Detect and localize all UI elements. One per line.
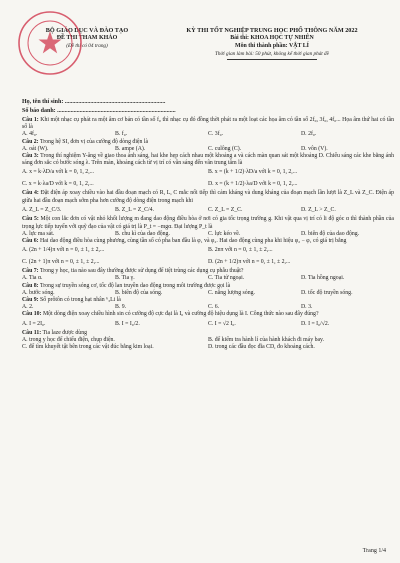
option-c[interactable]: C. năng lượng sóng.	[208, 289, 255, 296]
option-a[interactable]: A. (2n + 1/4)π với n = 0, ± 1, ± 2,...	[22, 247, 105, 254]
candidate-id-field[interactable]: Số báo danh: ...............................................................................	[22, 107, 176, 114]
option-d[interactable]: D. trong các đầu đọc đĩa CD, đo khoảng cách.	[208, 344, 315, 351]
candidate-name-field[interactable]: Họ, tên thí sinh: ...................................................................	[22, 99, 166, 105]
question-stem: Khi một nhạc cụ phát ra một âm cơ bản có tần số f₀ thì nhạc cụ đó đồng thời phát ra một loạt các họa âm có tần số 2f₀, 3f₀, 4f₀... Họa âm thứ hai có tần số là	[22, 117, 394, 131]
question-8	[22, 283, 394, 297]
option-c[interactable]: C. Tia tử ngoại.	[208, 275, 245, 282]
exam-kind: ĐỀ THI THAM KHẢO	[56, 35, 118, 41]
option-b[interactable]: B. ampe (A).	[115, 145, 146, 152]
ministry-name: BỘ GIÁO DỤC VÀ ĐÀO TẠO	[45, 27, 129, 34]
option-a[interactable]: A. Z_L = Z_C/3.	[22, 206, 62, 213]
title-underline	[227, 59, 317, 60]
option-c[interactable]: C. culông (C).	[208, 145, 242, 152]
option-d[interactable]: D. 2f₀.	[301, 131, 317, 138]
question-number: Câu 11:	[22, 330, 42, 337]
option-a[interactable]: A. bước sóng.	[22, 289, 55, 296]
option-a[interactable]: A. trong y học để chiếu điện, chụp điện.	[22, 337, 115, 344]
option-b[interactable]: B. 9.	[115, 304, 127, 311]
option-c[interactable]: C. (2n + 1)π với n = 0, ± 1, ± 2,...	[22, 258, 100, 265]
header-left	[22, 27, 152, 50]
option-a[interactable]: A. x = k·λD/a với k = 0, 1, 2,...	[22, 169, 94, 176]
option-c[interactable]: C. Z_L = Z_C.	[208, 206, 243, 213]
option-a[interactable]: A. Tia α.	[22, 275, 43, 282]
option-b[interactable]: B. để kiểm tra hành lí của hành khách đi máy bay.	[208, 337, 325, 344]
question-number: Câu 9:	[22, 296, 39, 303]
question-6	[22, 238, 394, 268]
question-stem: Một dòng điện xoay chiều hình sin có cường độ cực đại là I₀ và cường độ hiệu dụng là I. Công thức nào sau đây đúng?	[42, 311, 319, 318]
question-number: Câu 4:	[22, 190, 39, 197]
option-b[interactable]: B. 2nπ với n = 0, ± 1, ± 2,...	[208, 247, 273, 254]
question-number: Câu 2:	[22, 138, 39, 145]
option-c[interactable]: C. 3f₀.	[208, 131, 224, 138]
exam-title: KỲ THI TỐT NGHIỆP TRUNG HỌC PHỔ THÔNG NĂM 2022	[186, 27, 358, 34]
question-stem: Trong thí nghiệm Y-âng về giao thoa ánh sáng, hai khe hẹp cách nhau một khoảng a và cách màn quan sát một khoảng D. Chiếu sáng các khe bằng ánh sáng đơn sắc có bước sóng λ. Trên màn, khoảng cách từ vị trí có vân sáng đến vân trung tâm là	[22, 153, 394, 167]
option-a[interactable]: A. lực ma sát.	[22, 230, 55, 237]
question-stem: Một con lắc đơn có vật nhỏ khối lượng m đang dao động điều hòa ở nơi có gia tốc trọng trường g. Khi vật qua vị trí có li độ góc α thì thành phần của trọng lực tiếp tuyến với quỹ đạo của vật có giá trị là P_t = −mgα. Đại lượng P_t là	[22, 216, 394, 230]
option-d[interactable]: D. x = (k + 1/2)·λa/D với k = 0, 1, 2,...	[208, 180, 298, 187]
option-d[interactable]: D. 3.	[301, 304, 313, 311]
question-stem: Số prôtôn có trong hạt nhân ⁶₃Li là	[40, 296, 121, 303]
option-c[interactable]: C. để tìm khuyết tật bên trong các vật đúc bằng kim loại.	[22, 344, 154, 351]
option-b[interactable]: B. f₀.	[115, 131, 128, 138]
question-1	[22, 117, 394, 139]
option-d[interactable]: D. (2n + 1/2)π với n = 0, ± 1, ± 2,...	[208, 258, 291, 265]
option-d[interactable]: D. tốc độ truyền sóng.	[301, 289, 353, 296]
question-stem: Hai dao động điều hòa cùng phương, cùng tần số có pha ban đầu là φ₁ và φ₂. Hai dao động cùng pha khi hiệu φ₂ − φ₁ có giá trị bằng	[40, 237, 347, 244]
question-7	[22, 268, 394, 282]
question-number: Câu 1:	[22, 117, 39, 123]
question-3	[22, 153, 394, 190]
question-10	[22, 311, 394, 330]
question-stem: Đặt điện áp xoay chiều vào hai đầu đoạn mạch có R, L, C mắc nối tiếp thì cảm kháng và dung kháng của đoạn mạch lần lượt là Z_L và Z_C. Điện áp giữa hai đầu đoạn mạch sớm pha hơn cường độ dòng điện trong mạch khi	[22, 190, 395, 204]
official-seal-stamp	[16, 9, 84, 77]
question-9	[22, 297, 394, 311]
option-b[interactable]: B. Z_L = Z_C/4.	[115, 206, 154, 213]
option-c[interactable]: C. lực kéo về.	[208, 230, 241, 237]
question-5	[22, 216, 394, 238]
question-number: Câu 8:	[22, 282, 39, 289]
question-number: Câu 5:	[22, 216, 39, 223]
question-number: Câu 7:	[22, 268, 39, 275]
option-a[interactable]: A. 4f₀.	[22, 131, 38, 138]
exam-subject: Môn thi thành phần: VẬT LÍ	[235, 42, 309, 49]
question-stem: Trong y học, tia nào sau đây thường được sử dụng để tiệt trùng các dụng cụ phẫu thuật?	[39, 268, 244, 275]
option-d[interactable]: D. I = I₀/√2.	[301, 320, 330, 327]
question-number: Câu 10:	[22, 311, 42, 318]
question-stem: Trong hệ SI, đơn vị của cường độ dòng điện là	[39, 138, 149, 145]
option-a[interactable]: A. 2.	[22, 304, 34, 311]
exam-time: Thời gian làm bài: 50 phút, không kể thời gian phát đề	[215, 50, 329, 57]
option-b[interactable]: B. chu kì của dao động.	[115, 230, 170, 237]
page-count-note: (Đề thi có 04 trang)	[66, 42, 108, 49]
option-b[interactable]: B. x = (k + 1/2)·λD/a với k = 0, 1, 2,...	[208, 169, 298, 176]
question-stem: Tia laze được dùng	[42, 330, 88, 337]
option-a[interactable]: A. I = 2I₀.	[22, 320, 46, 327]
candidate-info	[22, 98, 392, 115]
option-d[interactable]: D. biên độ của dao động.	[301, 230, 360, 237]
question-11	[22, 330, 394, 352]
question-list	[22, 117, 394, 352]
question-4	[22, 190, 394, 216]
question-number: Câu 3:	[22, 153, 39, 160]
option-b[interactable]: B. I = I₀/2.	[115, 320, 140, 327]
question-number: Câu 6:	[22, 237, 39, 244]
option-c[interactable]: C. I = √2 I₀.	[208, 320, 236, 327]
option-c[interactable]: C. x = k·λa/D với k = 0, 1, 2,...	[22, 180, 94, 187]
option-d[interactable]: D. Tia hồng ngoại.	[301, 275, 345, 282]
option-a[interactable]: A. oát (W).	[22, 145, 49, 152]
option-d[interactable]: D. vôn (V).	[301, 145, 328, 152]
option-d[interactable]: D. Z_L > Z_C.	[301, 206, 336, 213]
option-c[interactable]: C. 6.	[208, 304, 220, 311]
exam-section: Bài thi: KHOA HỌC TỰ NHIÊN	[230, 35, 314, 41]
option-b[interactable]: B. biên độ của sóng.	[115, 289, 163, 296]
question-stem: Trong sự truyền sóng cơ, tốc độ lan truyền dao động trong môi trường được gọi là	[39, 282, 231, 289]
question-2	[22, 139, 394, 153]
option-b[interactable]: B. Tia γ.	[115, 275, 135, 282]
header-right	[158, 27, 386, 60]
page-number: Trang 1/4	[362, 547, 386, 554]
